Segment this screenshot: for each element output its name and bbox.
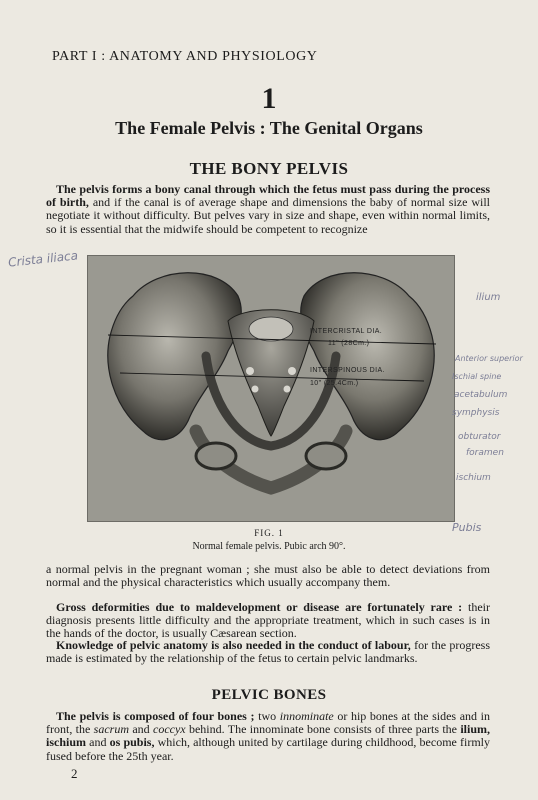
para5-italic-sacrum: sacrum bbox=[93, 722, 129, 737]
handwriting-foramen: foramen bbox=[466, 448, 504, 458]
handwriting-obturator: obturator bbox=[458, 432, 501, 442]
left-obturator-foramen bbox=[196, 443, 236, 469]
handwriting-pubis: Pubis bbox=[452, 521, 482, 534]
paragraph-knowledge bbox=[46, 639, 490, 665]
para5-text-3: and bbox=[129, 722, 153, 737]
interspinous-label: INTERSPINOUS DIA. bbox=[310, 367, 385, 374]
section-heading-bony-pelvis: THE BONY PELVIS bbox=[189, 159, 349, 178]
para5-text-2: or hip bones at the sides and in front, the bbox=[46, 709, 491, 737]
handwriting-crista-iliaca: Crista iliaca bbox=[7, 248, 79, 270]
pelvis-illustration bbox=[88, 256, 454, 521]
para5-bold-ilium-ischium: ilium, ischium bbox=[46, 722, 490, 750]
para3-text: their diagnosis presents little difficulty and the appropriate treatment, which in such cases is in the hands of the doctor, is usually Cæsarean section. bbox=[46, 600, 490, 641]
para1-bold: The pelvis forms a bony canal through which the fetus must pass during the process of birth, bbox=[46, 182, 490, 210]
handwriting-symphysis: symphysis bbox=[452, 408, 500, 418]
intercristal-label: INTERCRISTAL DIA. bbox=[310, 328, 383, 335]
intercristal-value: 11" (28Cm.) bbox=[328, 340, 370, 347]
interspinous-value: 10" (25.4Cm.) bbox=[310, 380, 359, 387]
para5-bold-os-pubis: os pubis, bbox=[109, 735, 155, 750]
handwriting-ilium: ilium bbox=[476, 292, 501, 303]
paragraph-pelvic-bones bbox=[46, 710, 490, 763]
para1-text: and if the canal is of average shape and dimensions the baby of normal size will negotiate it without difficulty. But pelves vary in size and shape, even within normal limits, so it is essential that the midwife should be competent to recognize bbox=[46, 195, 491, 236]
handwriting-ischium: ischium bbox=[456, 473, 491, 483]
handwriting-anterior-superior: Anterior superior bbox=[455, 354, 523, 363]
para5-text-1: two bbox=[254, 709, 280, 723]
para5-italic-coccyx: coccyx bbox=[153, 722, 186, 737]
figure-caption: Normal female pelvis. Pubic arch 90°. bbox=[192, 541, 346, 552]
para5-text-4: behind. The innominate bone consists of three parts the bbox=[185, 722, 461, 737]
para5-text-5: and bbox=[86, 735, 110, 750]
page-number: 2 bbox=[71, 766, 78, 781]
figure-label: FIG. 1 bbox=[254, 528, 284, 538]
para4-text: for the progress made is estimated by the relationship of the fetus to certain pelvic landmarks. bbox=[46, 638, 491, 666]
paragraph-intro bbox=[46, 183, 490, 236]
section-heading-pelvic-bones: PELVIC BONES bbox=[211, 687, 327, 703]
handwriting-ischial-spine: Ischial spine bbox=[452, 372, 502, 381]
para5-text-6: which, although united by cartilage during childhood, become firmly fused before the 25th year. bbox=[46, 735, 491, 763]
para5-bold-1: The pelvis is composed of four bones ; bbox=[56, 709, 255, 723]
chapter-title: The Female Pelvis : The Genital Organs bbox=[115, 118, 423, 138]
para5-italic-innominate: innominate bbox=[279, 709, 334, 723]
part-heading: PART I : ANATOMY AND PHYSIOLOGY bbox=[52, 49, 318, 64]
para3-bold: Gross deformities due to maldevelopment or disease are fortunately rare : bbox=[56, 600, 463, 614]
paragraph-continuation: a normal pelvis in the pregnant woman ; she must also be able to detect deviations from normal and the physical characteristics which usually accompany them. bbox=[46, 562, 490, 590]
handwriting-acetabulum: acetabulum bbox=[454, 390, 508, 400]
pelvis-figure bbox=[87, 255, 455, 522]
paragraph-deformities bbox=[46, 601, 490, 641]
para4-bold: Knowledge of pelvic anatomy is also needed in the conduct of labour, bbox=[56, 638, 411, 652]
right-obturator-foramen bbox=[306, 443, 346, 469]
chapter-number: 1 bbox=[261, 82, 277, 115]
